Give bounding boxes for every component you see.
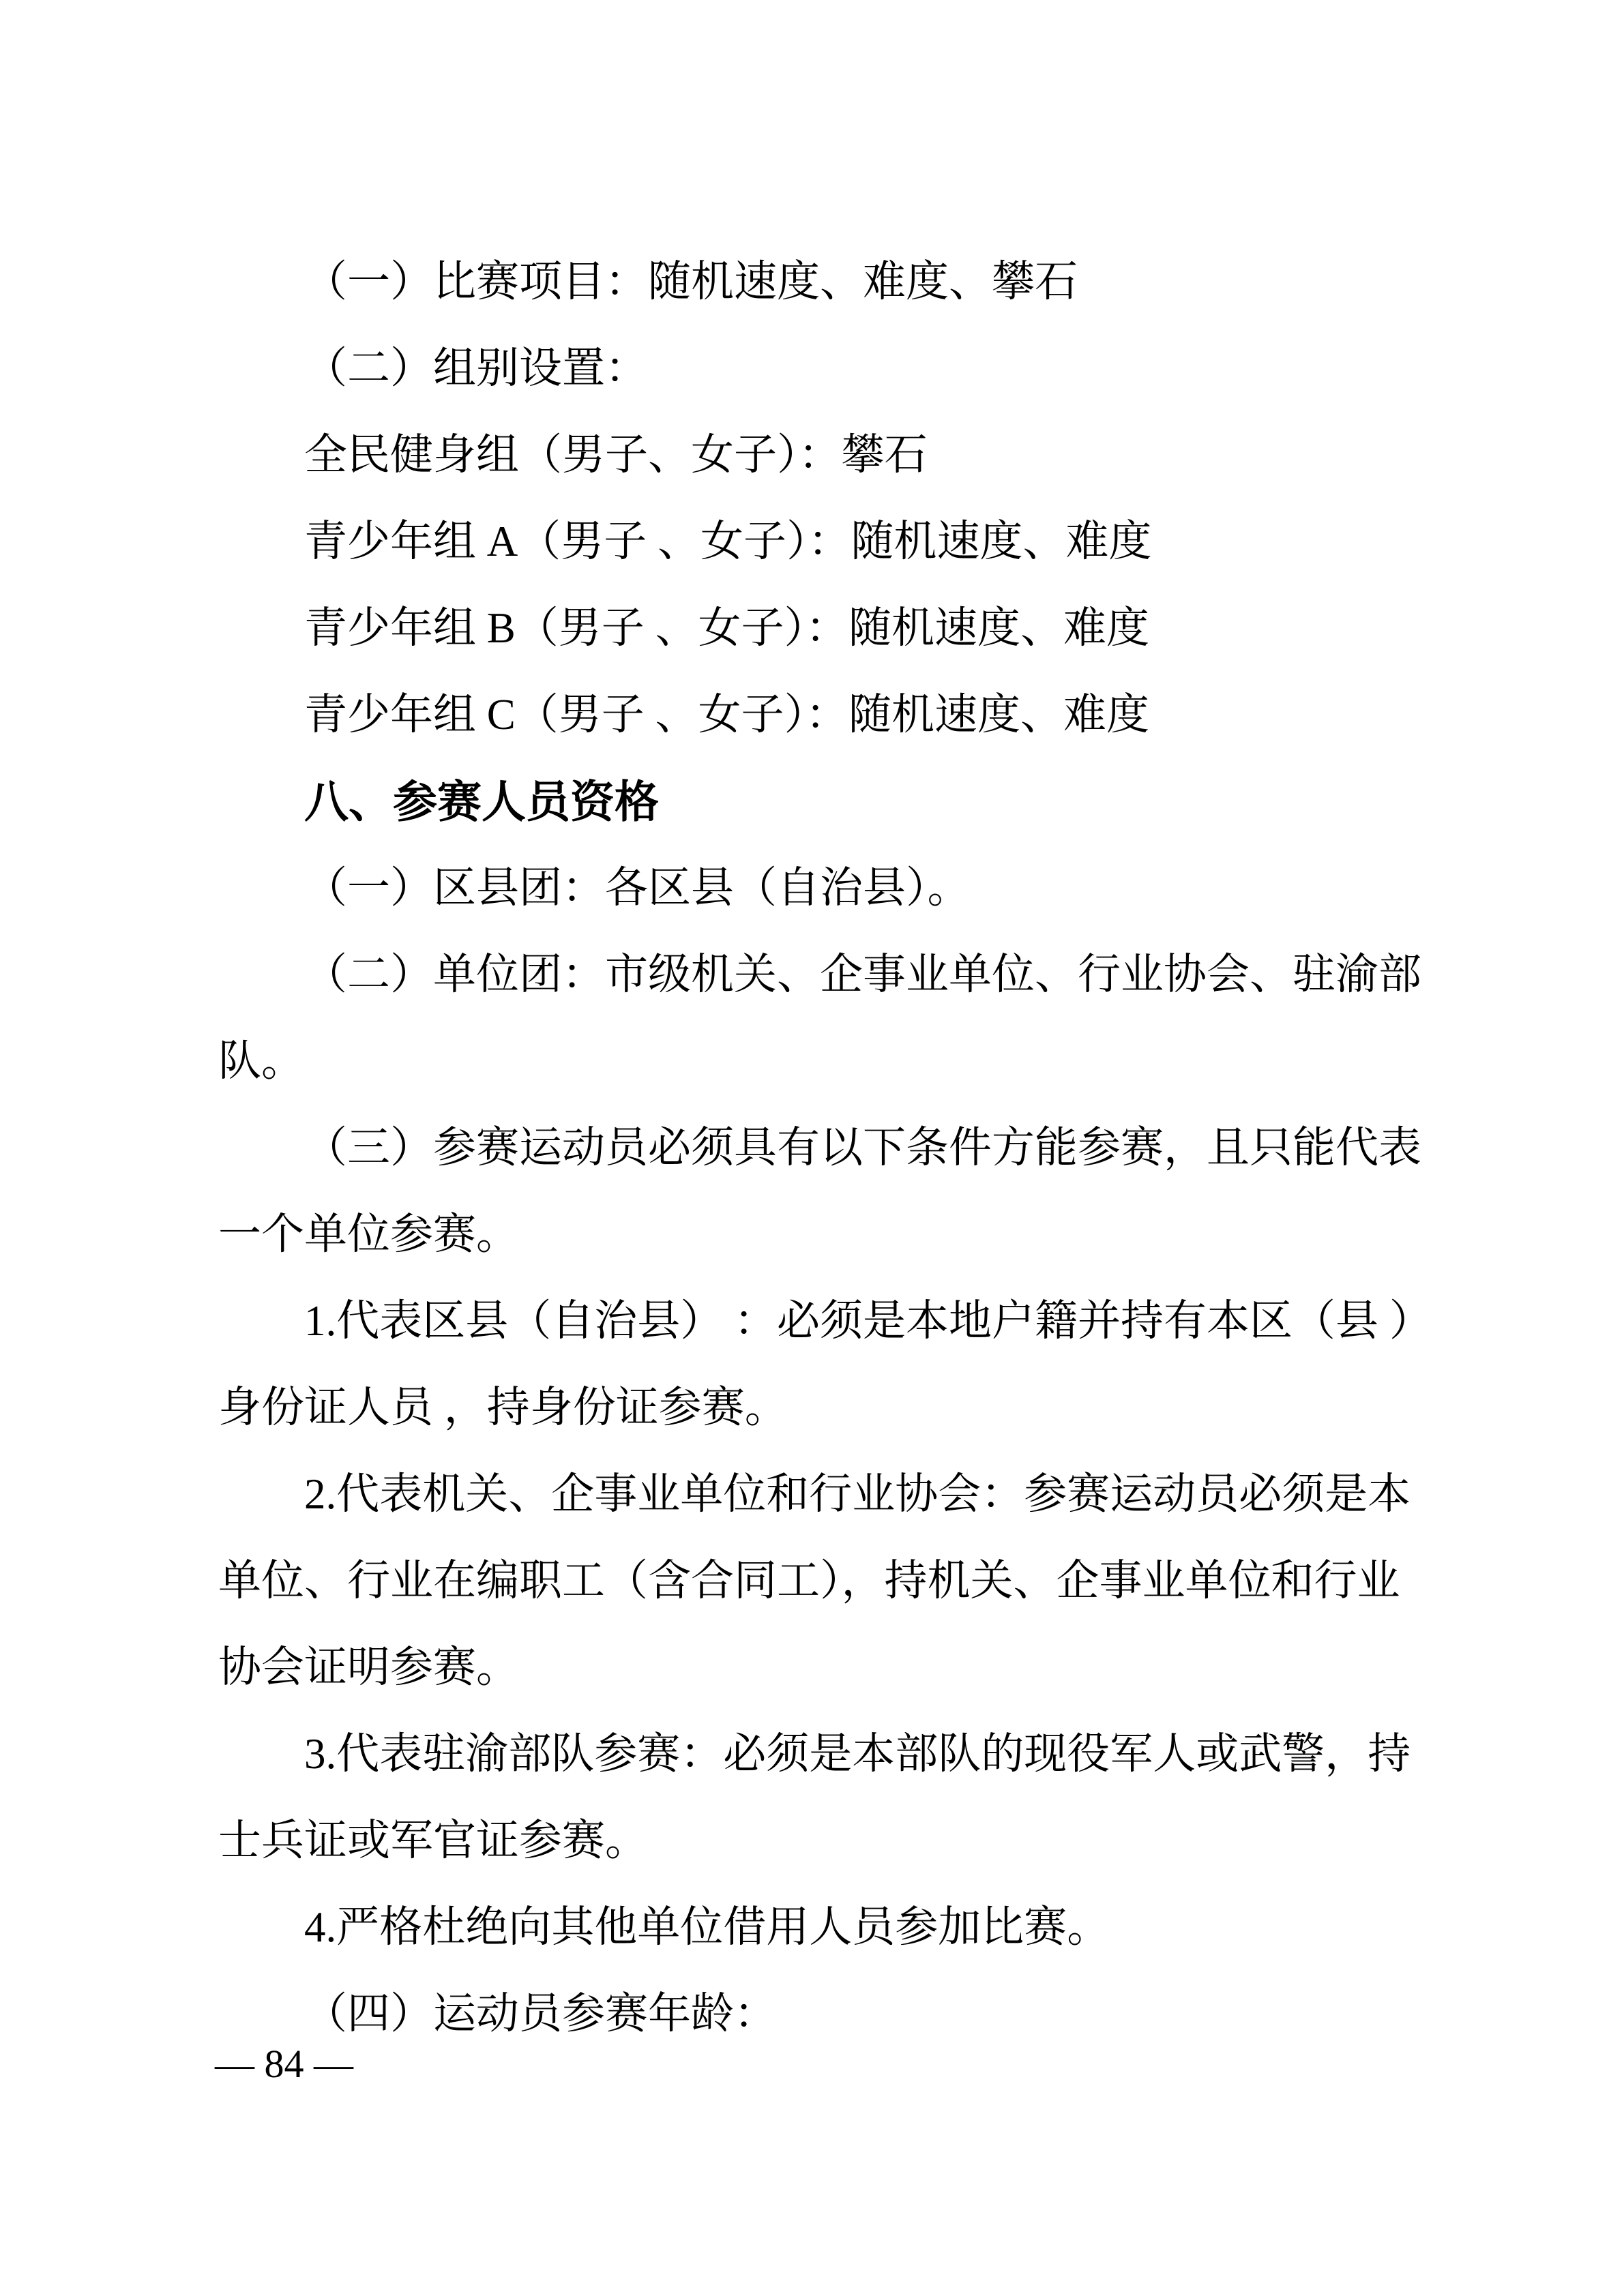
doc-line-youth-group-c: 青少年组 C（男子 、女子）：随机速度、难度 — [304, 691, 1150, 739]
doc-line-rule2-organizations-cont2: 协会证明参赛。 — [218, 1643, 519, 1691]
doc-line-rule3-military: 3.代表驻渝部队参赛：必须是本部队的现役军人或武警，持 — [304, 1730, 1411, 1778]
doc-line-competition-events: （一）比赛项目：随机速度、难度、攀石 — [304, 258, 1078, 305]
doc-line-athlete-conditions-cont: 一个单位参赛。 — [218, 1210, 519, 1258]
doc-line-rule2-organizations-cont1: 单位、行业在编职工（含合同工），持机关、企事业单位和行业 — [218, 1557, 1400, 1605]
doc-line-district-teams: （一）区县团：各区县（自治县）。 — [304, 864, 971, 912]
doc-line-athlete-conditions: （三）参赛运动员必须具有以下条件方能参赛，且只能代表 — [304, 1124, 1421, 1172]
document-body — [218, 239, 1432, 2057]
doc-line-rule3-military-cont: 士兵证或军官证参赛。 — [218, 1817, 648, 1864]
doc-line-fitness-group: 全民健身组（男子、女子）：攀石 — [304, 431, 928, 479]
page-number: — 84 — — [215, 2042, 353, 2086]
doc-line-rule4-no-borrowing: 4.严格杜绝向其他单位借用人员参加比赛。 — [304, 1903, 1110, 1951]
doc-line-athlete-age: （四）运动员参赛年龄： — [304, 1990, 777, 2038]
doc-line-youth-group-a: 青少年组 A（男子 、女子）：随机速度、难度 — [304, 518, 1152, 565]
doc-line-group-setup: （二）组别设置： — [304, 344, 648, 392]
doc-line-youth-group-b: 青少年组 B（男子 、女子）：随机速度、难度 — [304, 604, 1150, 652]
doc-line-rule1-residency: 1.代表区县（自治县） ：必须是本地户籍并持有本区（县 ） — [304, 1297, 1432, 1345]
section-heading-eligibility: 八、参赛人员资格 — [304, 777, 660, 826]
doc-line-unit-teams-cont: 队。 — [218, 1037, 304, 1085]
doc-line-rule2-organizations: 2.代表机关、企事业单位和行业协会：参赛运动员必须是本 — [304, 1470, 1411, 1518]
doc-line-rule1-residency-cont: 身份证人员 ，持身份证参赛。 — [218, 1384, 788, 1431]
doc-line-unit-teams: （二）单位团：市级机关、企事业单位、行业协会、驻渝部 — [304, 951, 1421, 998]
